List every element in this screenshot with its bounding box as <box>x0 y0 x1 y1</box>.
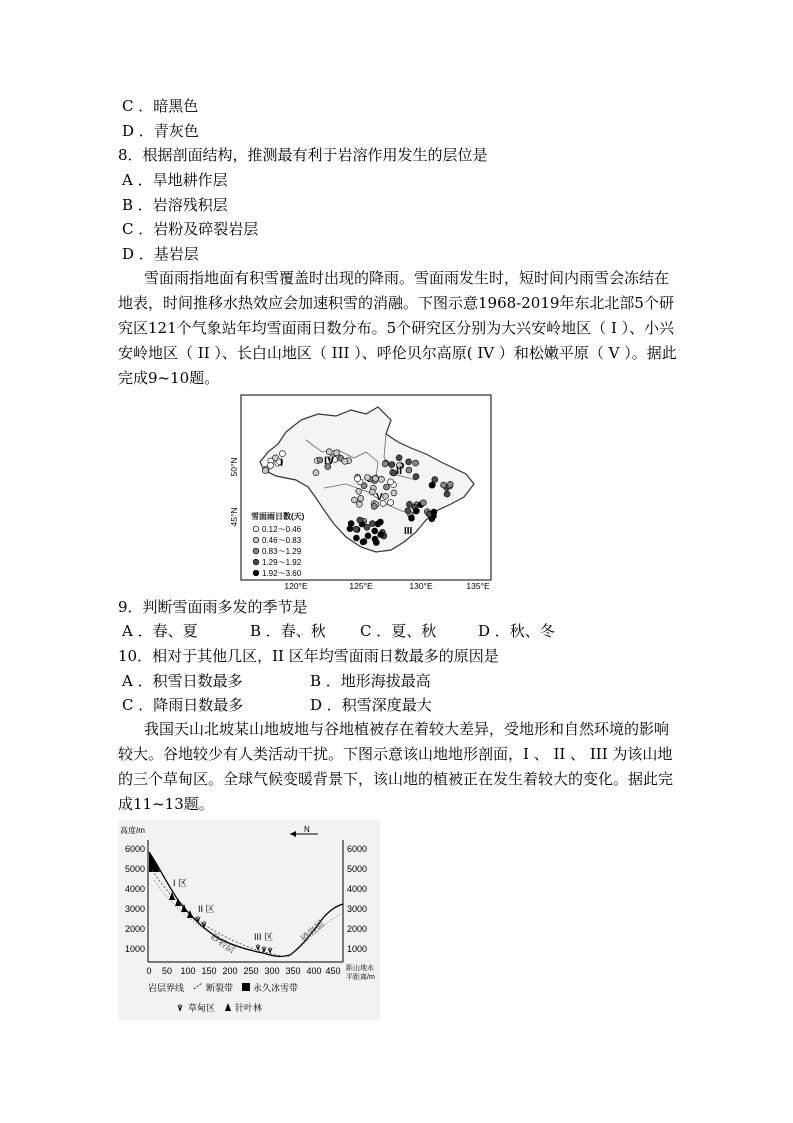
station-dot <box>377 519 383 525</box>
station-dot <box>372 536 378 542</box>
q8-stem: 8．根据剖面结构，推测最有利于岩溶作用发生的层位是 <box>118 146 488 164</box>
legend-snow-symbol <box>242 983 250 991</box>
y-tick-right-4000: 4000 <box>347 884 368 894</box>
station-dot <box>432 477 438 483</box>
q9-option-b: B ．春、秋 <box>250 622 326 640</box>
station-dot <box>356 501 362 507</box>
q10-option-a: A ．积雪日数最多 <box>122 672 243 690</box>
legend-item-4: 1.29～1.92 <box>262 558 302 567</box>
station-dot <box>369 489 375 495</box>
station-dot <box>383 493 389 499</box>
q10-stem: 10．相对于其他几区，II 区年均雪面雨日数最多的原因是 <box>118 647 499 665</box>
station-dot <box>384 484 390 490</box>
station-dot <box>447 481 453 487</box>
legend-dot-2 <box>253 537 259 543</box>
station-dot <box>409 515 415 521</box>
legend-fault-zone: 断裂带 <box>206 983 234 993</box>
station-dot <box>379 476 385 482</box>
x-tick-300: 300 <box>264 966 280 976</box>
station-dot <box>378 532 384 538</box>
passage-tianshan: 我国天山北坡某山地坡地与谷地植被存在着较大差异，受地形和自然环境的影响较大。谷地较少有人类活动干扰。下图示意该山地地形剖面，I 、 II 、 III 为该山地的三个草甸区。全球气候变暖背景下，该山地的植被正在发生着较大的变化。据此完成11~13题。 <box>118 720 674 813</box>
station-dot <box>388 500 394 506</box>
station-dot <box>444 491 450 497</box>
station-dot <box>268 462 274 468</box>
station-dot <box>413 508 419 514</box>
legend-rock-boundary: 岩层界线 <box>148 983 185 993</box>
station-dot <box>348 521 354 527</box>
lon-label-135: 135°E <box>466 581 490 591</box>
station-dot <box>441 482 447 488</box>
q8-option-a: A ．旱地耕作层 <box>122 171 228 189</box>
lon-label-125: 125°E <box>349 581 373 591</box>
y-tick-left-6000: 6000 <box>124 844 145 854</box>
q9-option-c: C ．夏、秋 <box>360 622 437 640</box>
legend-item-2: 0.46～0.83 <box>262 536 302 545</box>
north-label: N <box>304 825 310 834</box>
zone-label-ii: II 区 <box>198 904 215 914</box>
station-dot <box>326 449 332 455</box>
station-dot <box>396 455 402 461</box>
legend-item-5: 1.92～3.60 <box>262 569 302 578</box>
x-tick-200: 200 <box>222 966 238 976</box>
y-tick-left-4000: 4000 <box>124 884 145 894</box>
y-tick-right-2000: 2000 <box>347 924 368 934</box>
q8-option-d: D ．基岩层 <box>122 245 199 263</box>
meadow-mark <box>262 946 266 952</box>
lat-label-50: 50°N <box>229 457 239 477</box>
y-tick-left-1000: 1000 <box>124 944 145 954</box>
station-dot <box>413 474 419 480</box>
conifer-trees <box>169 892 193 918</box>
station-dot <box>420 500 426 506</box>
station-dot <box>429 482 435 488</box>
x-tick-100: 100 <box>180 966 196 976</box>
station-dot <box>317 457 323 463</box>
lat-label-45: 45°N <box>229 507 239 527</box>
x-tick-250: 250 <box>243 966 259 976</box>
legend-item-1: 0.12～0.46 <box>262 525 302 534</box>
passage-snow-rain: 雪面雨指地面有积雪覆盖时出现的降雨。雪面雨发生时，短时间内雨雪会冻结在地表，时间推移水热效应会加速积雪的消融。下图示意1968-2019年东北北部5个研究区121个气象站年均雪面雨日数分布。5个研究区分别为大兴安岭地区（ I ）、小兴安岭地区（ II ）、长白山地区（ III ）、呼伦贝尔高原( IV ）和松嫩平原（ V ）。据此完成9~10题。 <box>118 269 677 387</box>
meadow-mark <box>268 947 272 953</box>
y-tick-left-5000: 5000 <box>124 864 145 874</box>
y-tick-right-3000: 3000 <box>347 904 368 914</box>
station-dot <box>357 517 363 523</box>
rock-label-right: 砂岩层 <box>298 918 326 944</box>
q10-option-c: C ．降雨日数最多 <box>122 696 244 714</box>
legend-conifer-symbol <box>225 1003 231 1011</box>
station-dot <box>358 495 364 501</box>
legend-dot-4 <box>253 559 259 565</box>
station-dot <box>353 526 359 532</box>
x-tick-400: 400 <box>306 966 322 976</box>
q9-option-d: D ．秋、冬 <box>478 622 555 640</box>
legend-permanent-snow: 永久冰雪带 <box>253 983 299 993</box>
legend-item-3: 0.83～1.29 <box>262 547 302 556</box>
legend-fault-symbol <box>194 983 202 989</box>
legend-dot-1 <box>253 526 259 532</box>
station-dot <box>382 461 388 467</box>
station-dot <box>262 468 268 474</box>
q9-option-a: A ．春、夏 <box>122 622 198 640</box>
legend-title: 雪面雨日数(天) <box>251 512 305 521</box>
station-dot <box>389 462 395 468</box>
station-dot <box>406 467 412 473</box>
snow-rain-map <box>226 392 496 592</box>
q9-stem: 9．判断雪面雨多发的季节是 <box>118 598 308 616</box>
region-label-iv: IV <box>324 455 335 467</box>
station-dot <box>413 460 419 466</box>
region-label-iii: III <box>404 526 413 537</box>
y-tick-left-2000: 2000 <box>124 924 145 934</box>
north-arrow-head <box>290 831 296 837</box>
region-label-i: I <box>280 457 284 469</box>
station-dot <box>279 451 285 457</box>
y-tick-left-3000: 3000 <box>124 904 145 914</box>
station-dot <box>431 509 437 515</box>
region-label-ii: II <box>396 465 403 477</box>
zone-label-iii: III 区 <box>254 932 274 942</box>
legend-conifer: 针叶林 <box>235 1003 263 1013</box>
q8-option-b: B ．岩溶残积层 <box>122 196 228 214</box>
legend-meadow-symbol <box>178 1004 182 1011</box>
zone-label-i: I 区 <box>173 878 188 888</box>
station-dot <box>351 497 357 503</box>
legend-meadow: 草甸区 <box>188 1003 216 1013</box>
station-dot <box>371 503 377 509</box>
terrain-profile-figure <box>118 820 380 1020</box>
y-tick-right-1000: 1000 <box>347 944 368 954</box>
q10-option-d: D ．积雪深度最大 <box>310 696 432 714</box>
station-dot <box>391 490 397 496</box>
x-axis-title-1: 距山地水 <box>346 965 374 972</box>
y-tick-right-5000: 5000 <box>347 864 368 874</box>
y-tick-right-6000: 6000 <box>347 844 368 854</box>
q8-option-c: C ．岩粉及碎裂岩层 <box>122 220 259 238</box>
legend-dot-5 <box>253 570 259 576</box>
station-dot <box>360 539 366 545</box>
meadow-mark <box>256 944 260 950</box>
station-dot <box>405 508 411 514</box>
station-dot <box>342 458 348 464</box>
q7-option-c: C ．暗黑色 <box>122 97 199 115</box>
station-dot <box>364 475 370 481</box>
region-label-v: V <box>376 492 383 503</box>
station-dot <box>365 533 371 539</box>
station-dot <box>373 476 379 482</box>
x-tick-450: 450 <box>325 966 341 976</box>
legend-dot-3 <box>253 548 259 554</box>
station-dot <box>313 470 319 476</box>
station-dot <box>355 476 361 482</box>
x-tick-350: 350 <box>285 966 301 976</box>
station-dot <box>406 459 412 465</box>
x-tick-0: 0 <box>146 966 152 976</box>
lon-label-120: 120°E <box>284 581 308 591</box>
station-dot <box>353 535 359 541</box>
station-dot <box>369 521 375 527</box>
x-tick-50: 50 <box>161 966 173 976</box>
station-dot <box>372 528 378 534</box>
station-dot <box>356 488 362 494</box>
y-axis-title: 高度/m <box>120 826 145 835</box>
x-tick-150: 150 <box>201 966 217 976</box>
rock-label-left: 砂岩层 <box>208 931 237 956</box>
lon-label-130: 130°E <box>409 581 433 591</box>
x-axis-title-2: 平距离/m <box>346 974 375 981</box>
q10-option-b: B ．地形海拔最高 <box>310 672 431 690</box>
q7-option-d: D ．青灰色 <box>122 122 199 140</box>
station-dot <box>388 479 394 485</box>
